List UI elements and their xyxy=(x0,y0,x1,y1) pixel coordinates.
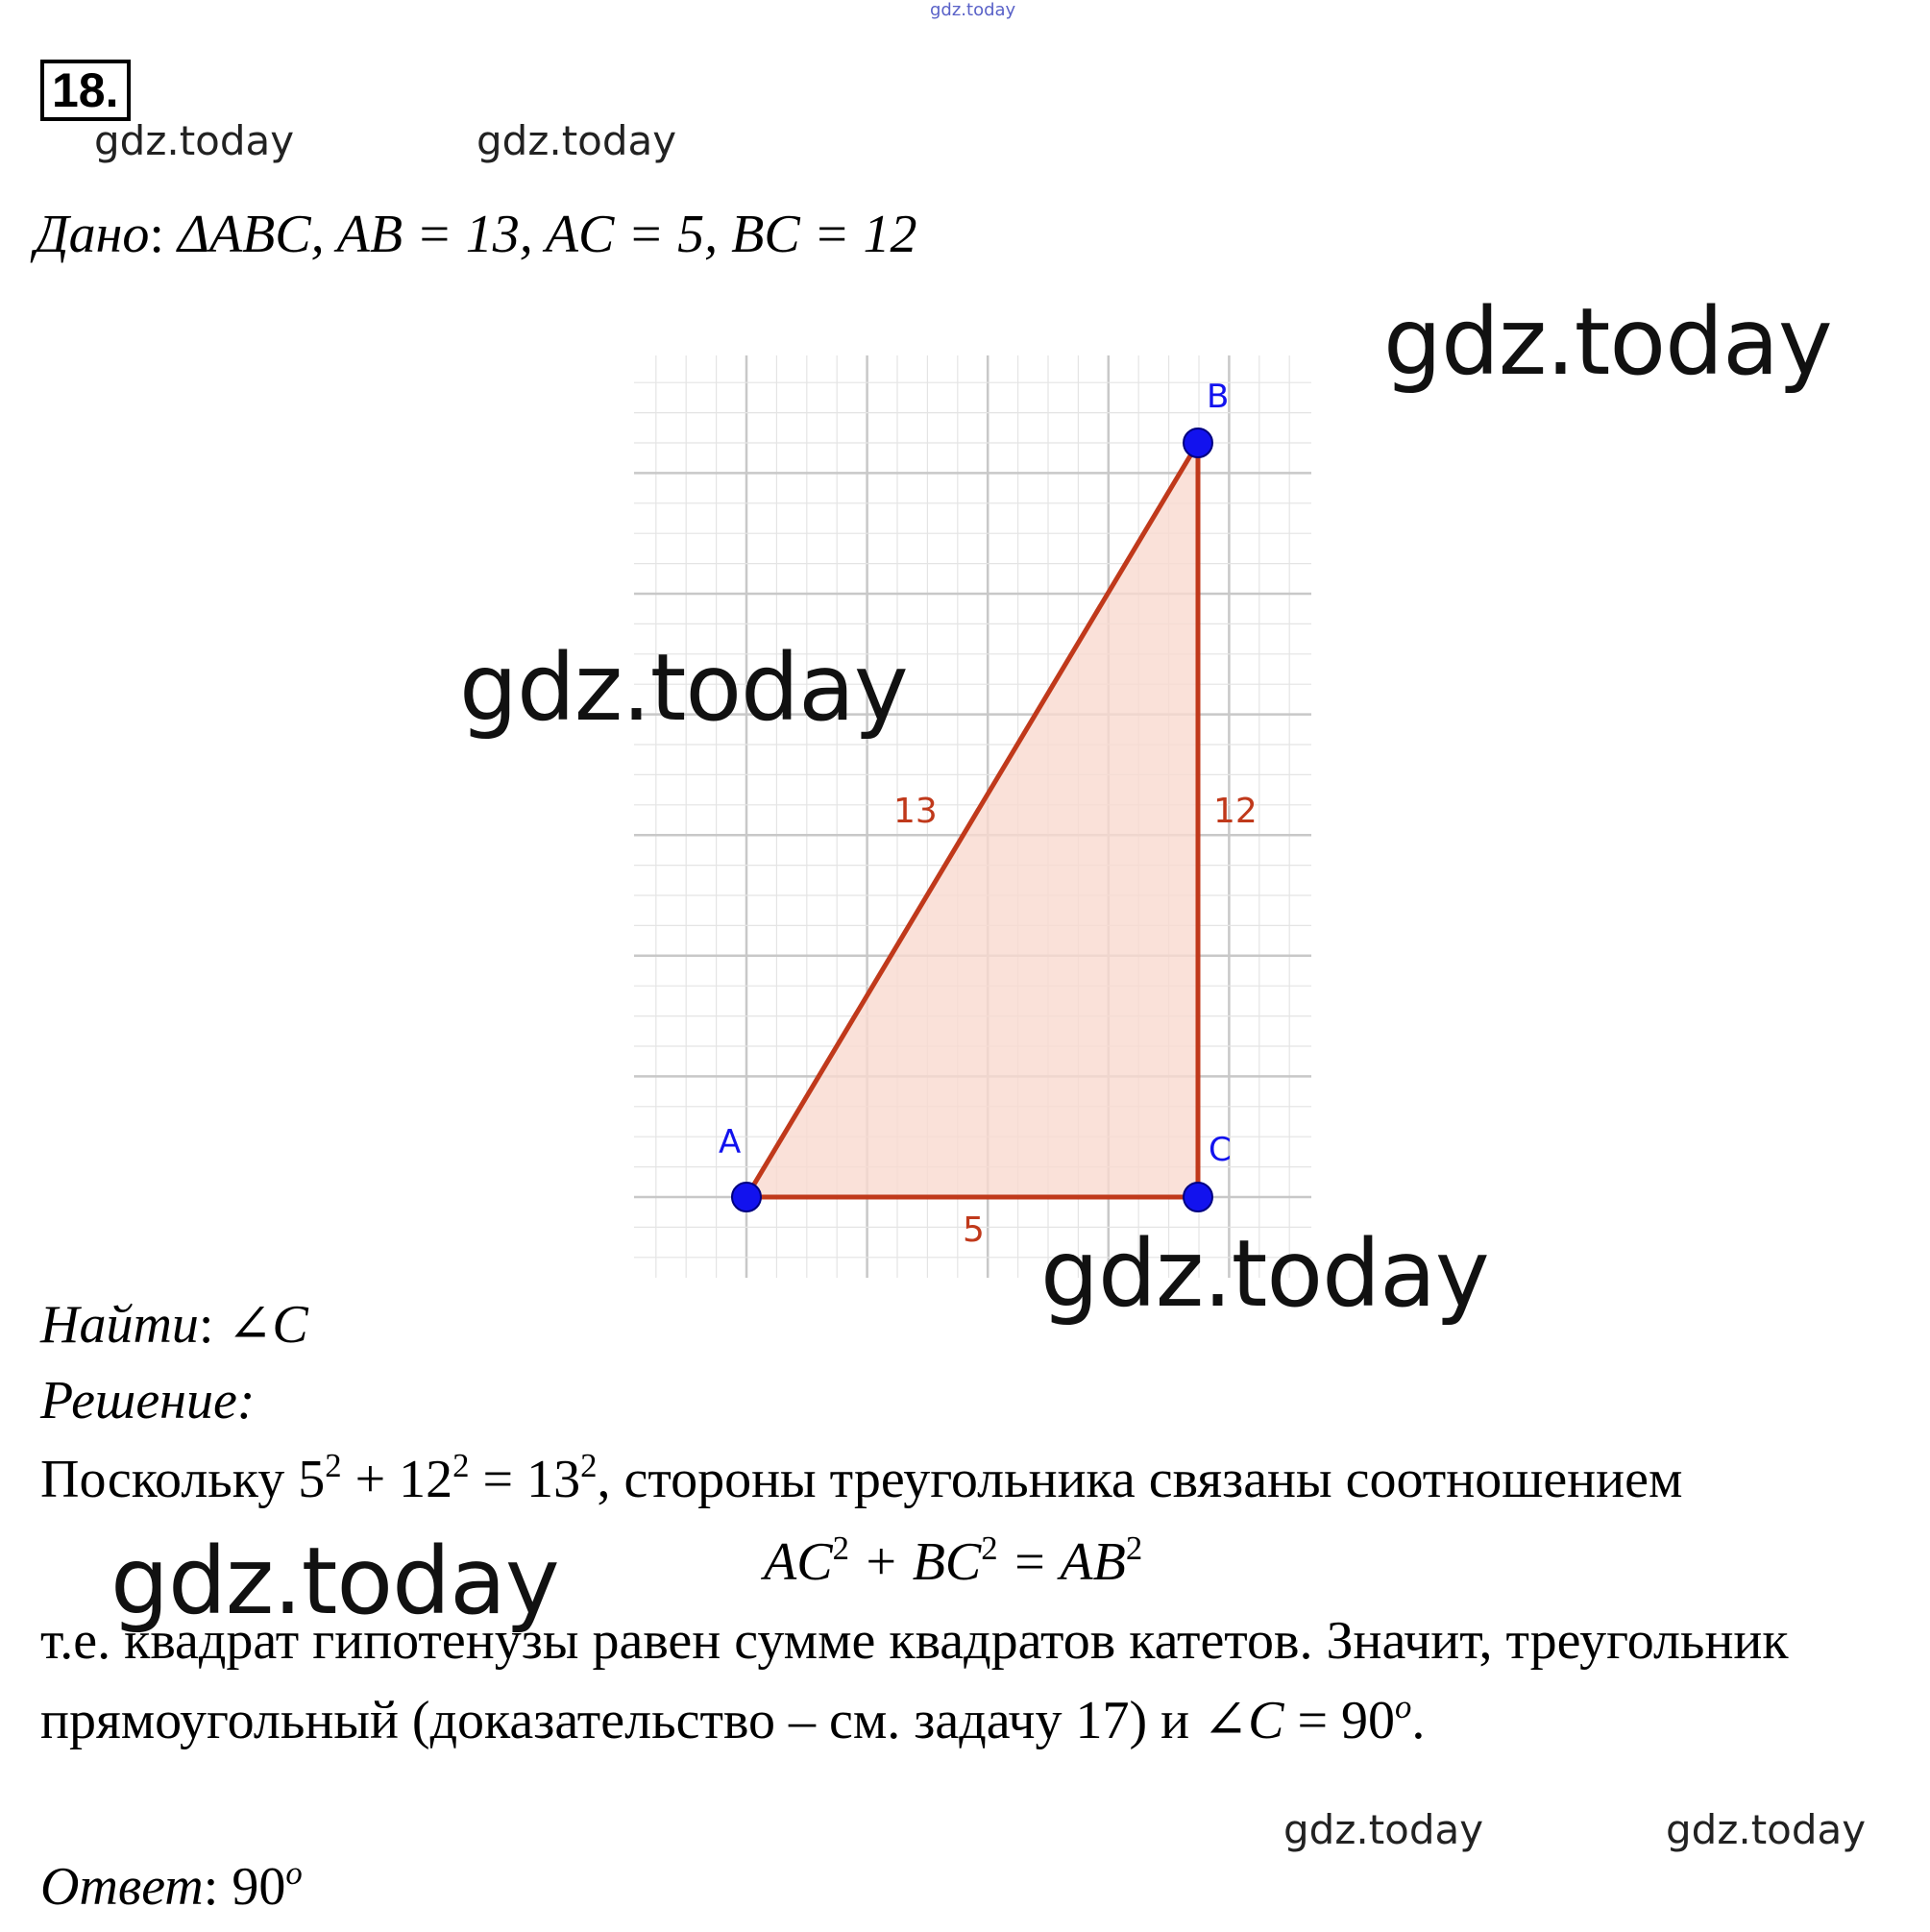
solution-line-4-prefix: прямоугольный (доказательство – см. задачу 17) и xyxy=(40,1691,1204,1750)
solution-line-3: т.е. квадрат гипотенузы равен сумме квадратов катетов. Значит, треугольник xyxy=(40,1611,1789,1671)
find-text: ∠C xyxy=(227,1295,308,1355)
degree-mark: o xyxy=(285,1853,303,1892)
vertex-b-point xyxy=(1184,428,1212,457)
watermark-small-1: gdz.today xyxy=(94,117,295,164)
watermark-large-4: gdz.today xyxy=(110,1528,559,1635)
answer-value: 90 xyxy=(232,1857,286,1917)
watermark-small-4: gdz.today xyxy=(1666,1806,1867,1853)
triangle-figure xyxy=(634,355,1345,1297)
solution-line-4 xyxy=(40,1689,1425,1751)
solution-line-1 xyxy=(40,1446,1683,1510)
watermark-large-2: gdz.today xyxy=(459,634,908,742)
side-label-ac: 5 xyxy=(963,1211,985,1250)
solution-line-1-suffix: , стороны треугольника связаны соотношением xyxy=(597,1450,1683,1509)
watermark-small-2: gdz.today xyxy=(476,117,677,164)
watermark-large-3: gdz.today xyxy=(1040,1220,1489,1328)
given-text: ΔABC, AB = 13, AC = 5, BC = 12 xyxy=(177,205,917,264)
vertex-label-a: A xyxy=(719,1123,742,1162)
given-line: Дано: ΔABC, AB = 13, AC = 5, BC = 12 xyxy=(35,205,917,264)
side-label-ab: 13 xyxy=(893,792,938,831)
problem-number-badge: 18. xyxy=(40,60,131,121)
answer-line: Ответ: 90$^o$ xyxy=(40,1853,303,1917)
vertex-label-c: C xyxy=(1209,1131,1232,1169)
angle-c-result: ∠C = $90^o$. xyxy=(1203,1687,1426,1750)
side-label-bc: 12 xyxy=(1213,792,1258,831)
pythagorean-check: $5^2 + 12^2 = 13^2$ xyxy=(298,1446,598,1509)
vertex-a-point xyxy=(732,1183,761,1211)
given-label: Дано xyxy=(35,205,150,264)
find-label: Найти xyxy=(40,1295,199,1355)
solution-line-1-prefix: Поскольку xyxy=(40,1450,299,1509)
pythagorean-formula: $AC^2 + BC^2 = AB^2$ xyxy=(764,1528,1143,1592)
answer-label: Ответ xyxy=(40,1857,204,1917)
vertex-label-b: B xyxy=(1207,378,1230,416)
watermark-large-1: gdz.today xyxy=(1383,288,1832,396)
watermark-top: gdz.today xyxy=(930,0,1016,20)
watermark-small-3: gdz.today xyxy=(1283,1806,1484,1853)
solution-label: Решение: xyxy=(40,1371,256,1431)
vertex-c-point xyxy=(1184,1183,1212,1211)
find-line: Найти: ∠C xyxy=(40,1295,308,1355)
